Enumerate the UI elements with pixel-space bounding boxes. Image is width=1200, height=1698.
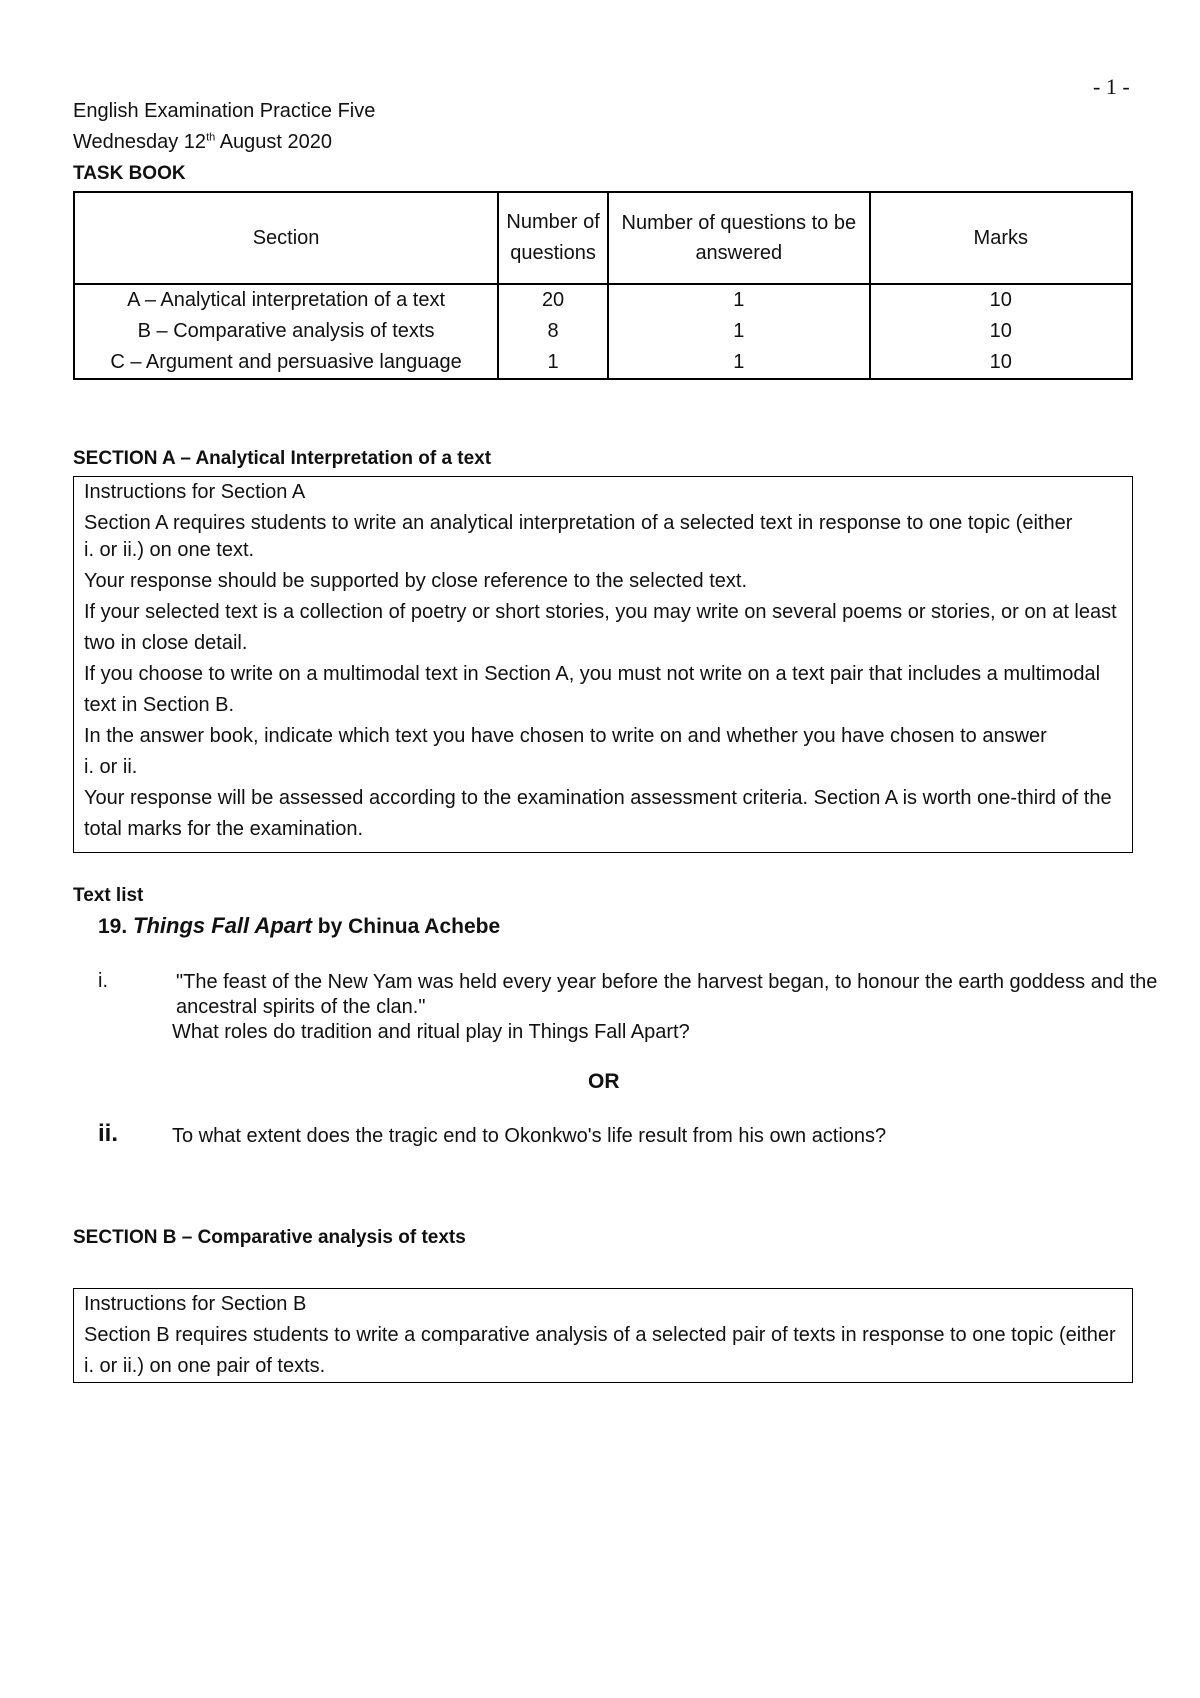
document-title: English Examination Practice Five [73,100,376,122]
table-header-row [74,192,1132,284]
cell-to-answer: 1 [608,347,870,379]
date-suffix: August 2020 [215,131,333,153]
cell-number: 1 [498,347,608,379]
book-title: Things Fall Apart [133,913,312,938]
instruction-line: Section B requires students to write a comparative analysis of a selected pair of texts in response to one topic (either i. or ii.) on one pair of texts. [84,1324,1116,1377]
section-a-heading: SECTION A – Analytical Interpretation of a text [73,448,492,469]
instruction-line: Section A requires students to write an analytical interpretation of a selected text in response to one topic (either [84,512,1073,534]
cell-to-answer: 1 [608,316,870,347]
instruction-line: Instructions for Section B [84,1293,307,1315]
cell-marks: 10 [870,347,1132,379]
instruction-line: Instructions for Section A [84,481,306,503]
cell-section: C – Argument and persuasive language [74,347,498,379]
cell-to-answer: 1 [608,284,870,316]
cell-marks: 10 [870,316,1132,347]
book-author: by Chinua Achebe [317,915,501,938]
text-number: 19. [98,915,128,938]
instruction-line: In the answer book, indicate which text you have chosen to write on and whether you have chosen to answer [84,725,1047,747]
col-header-questions-to-answer: Number of questions to be answered [608,192,870,284]
cell-section: A – Analytical interpretation of a text [74,284,498,316]
section-a-instructions-box [73,476,1133,853]
date-prefix: Wednesday 12 [73,131,207,153]
or-separator: OR [588,1070,620,1093]
text-title [98,913,500,939]
cell-number: 20 [498,284,608,316]
question-i [172,970,1162,1045]
question-i-text: What roles do tradition and ritual play in Things Fall Apart? [172,1021,690,1043]
overview-table [73,191,1133,380]
exam-date [73,131,332,154]
question-i-quote: "The feast of the New Yam was held every year before the harvest began, to honour the earth goddess and the ancestral spirits of the clan." [176,971,1158,1018]
section-b-heading: SECTION B – Comparative analysis of texts [73,1227,466,1248]
col-header-marks: Marks [870,192,1132,284]
instruction-line: i. or ii. [84,756,138,778]
cell-marks: 10 [870,284,1132,316]
table-row [74,284,1132,316]
instruction-line: If you choose to write on a multimodal text in Section A, you must not write on a text pair that includes a multimodal text in Section B. [84,663,1101,716]
page-number: - 1 - [1093,74,1130,99]
instruction-line: If your selected text is a collection of poetry or short stories, you may write on several poems or stories, or on at least two in close detail. [84,601,1117,654]
instruction-line: Your response will be assessed according to the examination assessment criteria. Section A is worth one-third of the total marks for the examination. [84,787,1112,840]
cell-number: 8 [498,316,608,347]
table-row [74,347,1132,379]
question-ii-label: ii. [98,1120,119,1147]
table-row [74,316,1132,347]
question-ii-text: To what extent does the tragic end to Okonkwo's life result from his own actions? [172,1125,887,1147]
col-header-number-of-questions: Number of questions [498,192,608,284]
question-i-label: i. [98,970,108,992]
instruction-line: i. or ii.) on one text. [84,539,255,561]
cell-section: B – Comparative analysis of texts [74,316,498,347]
date-sup: th [206,131,216,144]
section-b-instructions-box [73,1288,1133,1383]
text-list-label: Text list [73,885,144,906]
task-book-label: TASK BOOK [73,163,186,184]
col-header-section: Section [74,192,498,284]
instruction-line: Your response should be supported by close reference to the selected text. [84,570,748,592]
